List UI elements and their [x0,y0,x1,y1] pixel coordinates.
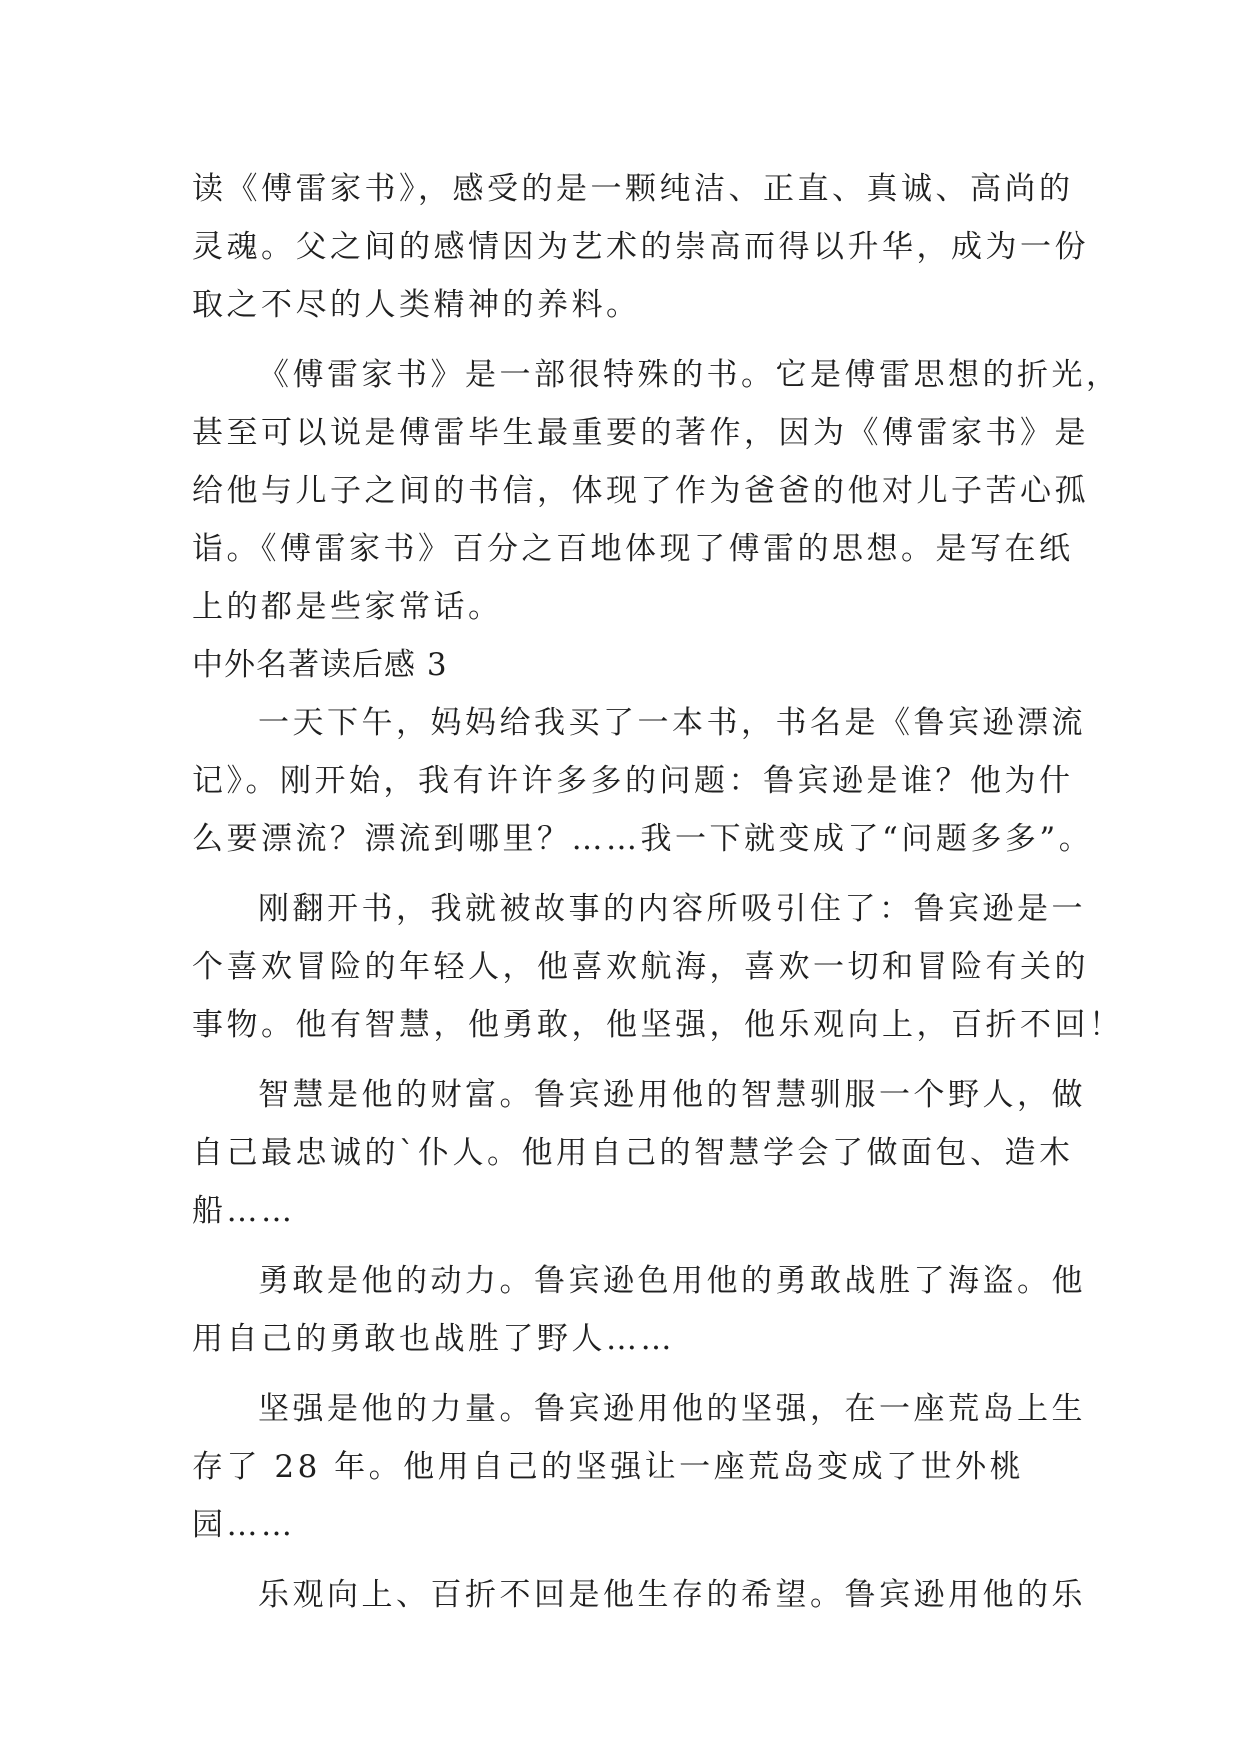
text-line: 么要漂流？漂流到哪里？……我一下就变成了“问题多多”。 [192,821,1094,857]
text-line: 记》。刚开始，我有许许多多的问题：鲁宾逊是谁？他为什 [192,763,1074,799]
text-line: 取之不尽的人类精神的养料。 [192,287,641,323]
text-line: 给他与儿子之间的书信，体现了作为爸爸的他对儿子苦心孤 [192,473,1089,509]
paragraph-first-line: 智慧是他的财富。鲁宾逊用他的智慧驯服一个野人，做 [258,1077,1086,1113]
paragraph-first-line: 一天下午，妈妈给我买了一本书，书名是《鲁宾逊漂流 [258,705,1086,741]
text-line: 诣。《傅雷家书》百分之百地体现了傅雷的思想。是写在纸 [192,531,1074,567]
section-heading: 中外名著读后感 3 [192,647,448,683]
paragraph-first-line: 勇敢是他的动力。鲁宾逊色用他的勇敢战胜了海盗。他 [258,1263,1086,1299]
text-line: 个喜欢冒险的年轻人，他喜欢航海，喜欢一切和冒险有关的 [192,949,1089,985]
text-line: 园…… [192,1507,296,1543]
text-line: 用自己的勇敢也战胜了野人…… [192,1321,675,1357]
paragraph-first-line: 乐观向上、百折不回是他生存的希望。鲁宾逊用他的乐 [258,1577,1086,1613]
text-line: 存了 28 年。他用自己的坚强让一座荒岛变成了世外桃 [192,1449,1025,1485]
text-line: 上的都是些家常话。 [192,589,503,625]
text-line: 灵魂。父之间的感情因为艺术的崇高而得以升华，成为一份 [192,229,1089,265]
text-line: 甚至可以说是傅雷毕生最重要的著作，因为《傅雷家书》是 [192,415,1089,451]
text-line: 读《傅雷家书》，感受的是一颗纯洁、正直、真诚、高尚的 [192,171,1074,207]
paragraph-first-line: 《傅雷家书》是一部很特殊的书。它是傅雷思想的折光， [258,357,1121,393]
text-line: 事物。他有智慧，他勇敢，他坚强，他乐观向上，百折不回！ [192,1007,1124,1043]
text-line: 船…… [192,1193,296,1229]
paragraph-first-line: 坚强是他的力量。鲁宾逊用他的坚强，在一座荒岛上生 [258,1391,1086,1427]
text-line: 自己最忠诚的`仆人。他用自己的智慧学会了做面包、造木 [192,1135,1074,1171]
document-body [192,160,1124,1624]
paragraph-first-line: 刚翻开书，我就被故事的内容所吸引住了：鲁宾逊是一 [258,891,1086,927]
